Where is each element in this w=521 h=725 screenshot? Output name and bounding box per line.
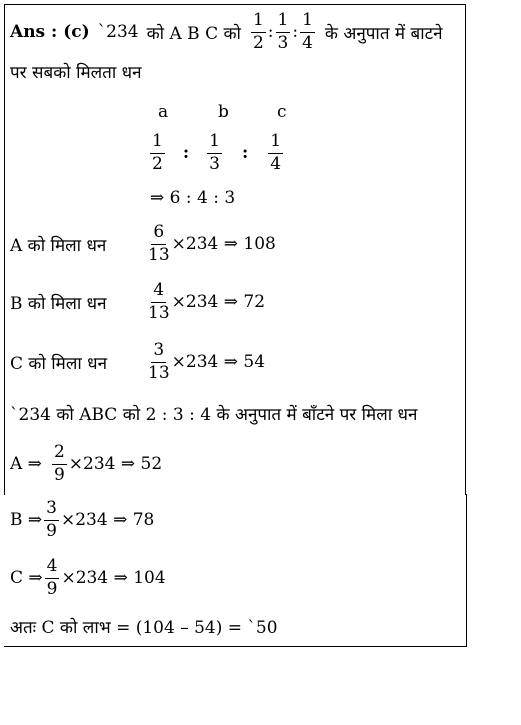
- share-b-13: B को मिला धन $\frac{4}{13}$ ×234 ⇒ 72: [10, 279, 266, 323]
- ratio-header-a: a: [158, 102, 169, 122]
- header-text-2: के अनुपात में बाटने: [324, 23, 443, 44]
- share-a-9: A ⇒ $\frac{2}{9}$ ×234 ⇒ 52: [10, 441, 163, 485]
- answer-label: Ans : (c): [10, 22, 90, 42]
- share-b-9: B ⇒ $\frac{3}{9}$ ×234 ⇒ 78: [10, 497, 155, 541]
- header-fraction-1: $\frac{1}{2}$: [252, 9, 264, 53]
- header-text-1: को A B C को: [146, 23, 241, 44]
- ratio-fraction-b: $\frac{1}{3}$: [209, 130, 220, 174]
- intro-line: पर सबको मिलता धन: [10, 62, 142, 83]
- ratio-header-b: b: [218, 102, 229, 122]
- ratio-result: ⇒ 6 : 4 : 3: [150, 188, 236, 208]
- amount: `234: [97, 22, 139, 42]
- share-a-13: A को मिला धन $\frac{6}{13}$ ×234 ⇒ 108: [10, 221, 276, 265]
- header-fraction-3: $\frac{1}{4}$: [302, 9, 313, 53]
- header-line: Ans : (c) `234 को A B C को $\frac{1}{2}$ : $\frac{1}{3}$ : $\frac{1}{4}$ के अनुपात में बाटने: [10, 9, 443, 53]
- share-c-9: C ⇒ $\frac{4}{9}$ ×234 ⇒ 104: [10, 555, 166, 599]
- share-c-13: C को मिला धन $\frac{3}{13}$ ×234 ⇒ 54: [10, 339, 266, 383]
- header-fraction-2: $\frac{1}{3}$: [277, 9, 289, 53]
- ratio-header-c: c: [277, 102, 287, 122]
- ratio-fraction-a: $\frac{1}{2}$: [152, 130, 163, 174]
- ratio-fraction-c: $\frac{1}{4}$: [270, 130, 282, 174]
- second-ratio-line: `234 को ABC को 2 : 3 : 4 के अनुपात में बाँटने पर मिला धन: [10, 404, 418, 425]
- ratio-row: $\frac{1}{2}$ : $\frac{1}{3}$ : $\frac{1}{4}$: [152, 130, 282, 174]
- final-profit-line: अतः C को लाभ = (104 – 54) = `50: [10, 617, 278, 638]
